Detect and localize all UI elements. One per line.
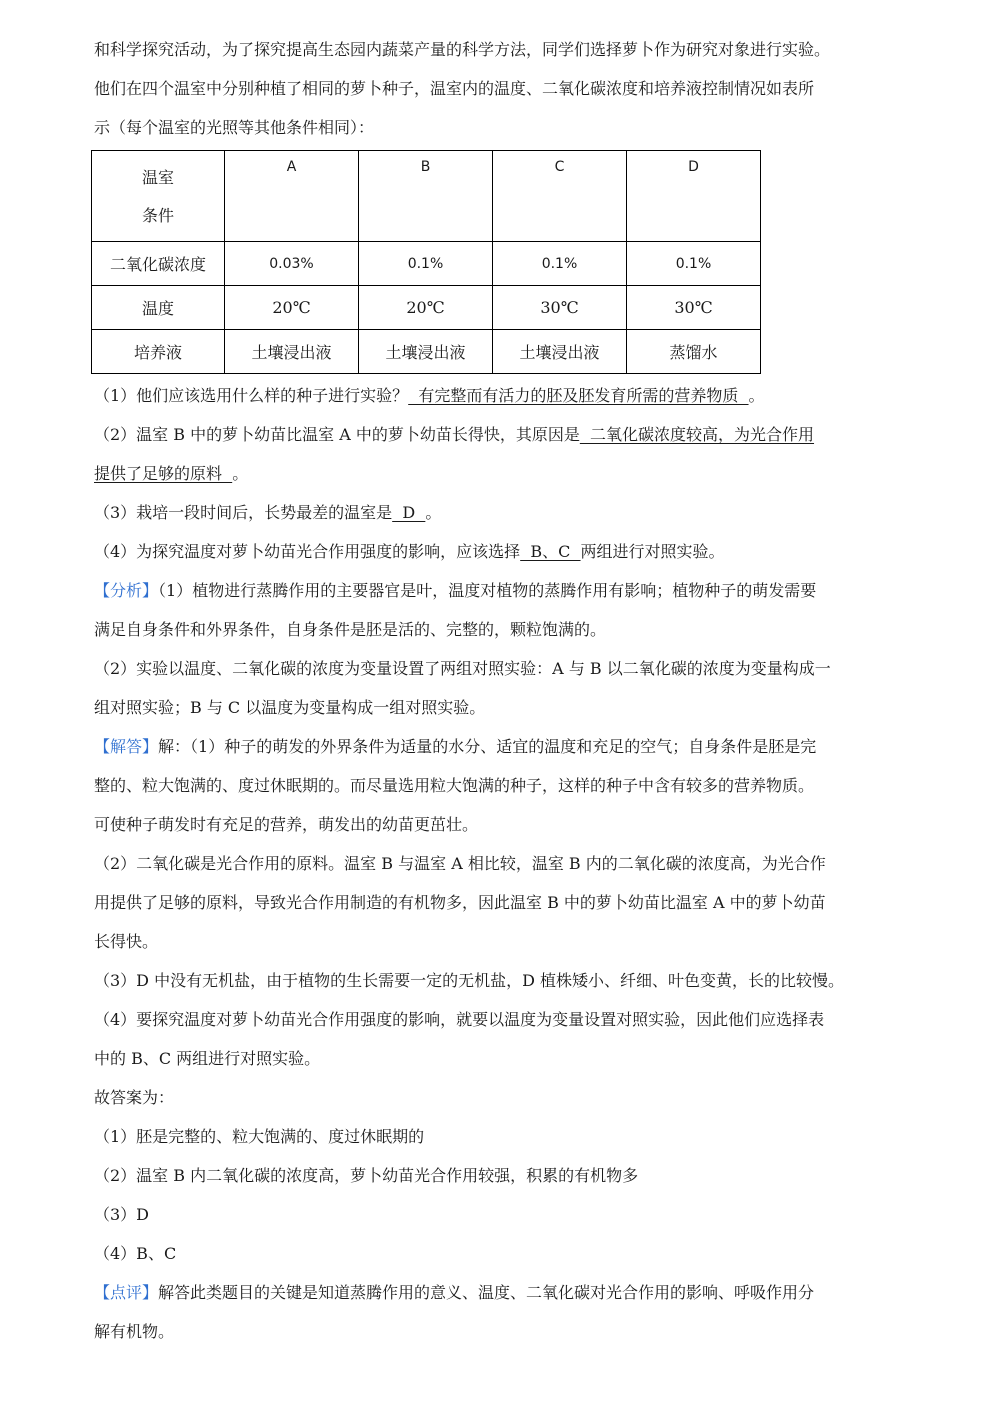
cell-temp-a: 20℃ <box>225 286 359 330</box>
q4-answer: B、C <box>520 542 581 561</box>
q1-prefix: （1）他们应该选用什么样的种子进行实验？ <box>94 386 409 405</box>
solution-text-1: 解：（1）种子的萌发的外界条件为适量的水分、适宜的温度和充足的空气；自身条件是胚是完 <box>158 737 817 756</box>
solution-line-1 <box>94 727 894 766</box>
question-3 <box>94 493 894 532</box>
q2-answer-part-1: 二氧化碳浓度较高，为光合作用 <box>579 425 815 444</box>
comment-tag: 【点评】 <box>94 1283 159 1302</box>
table-row <box>92 242 761 286</box>
answer-2: （2）温室 B 内二氧化碳的浓度高，萝卜幼苗光合作用较强，积累的有机物多 <box>94 1166 639 1185</box>
table-corner-cell <box>92 151 225 242</box>
solution-line-6: 长得快。 <box>94 932 159 951</box>
cell-co2-c: 0.1% <box>493 242 627 286</box>
analysis-line-2: 满足自身条件和外界条件，自身条件是胚是活的、完整的，颗粒饱满的。 <box>94 620 607 639</box>
cell-temp-c: 30℃ <box>493 286 627 330</box>
q3-prefix: （3）栽培一段时间后，长势最差的温室是 <box>94 503 393 522</box>
solution-line-9: 中的 B、C 两组进行对照实验。 <box>94 1049 321 1068</box>
table-row <box>92 286 761 330</box>
analysis-line-1 <box>94 571 894 610</box>
q3-answer: D <box>392 503 426 522</box>
comment-line-2: 解有机物。 <box>94 1322 175 1341</box>
q4-prefix: （4）为探究温度对萝卜幼苗光合作用强度的影响，应该选择 <box>94 542 521 561</box>
cell-nutrient-b: 土壤浸出液 <box>359 330 493 374</box>
greenhouse-conditions-table <box>91 150 761 374</box>
solution-line-3: 可使种子萌发时有充足的营养，萌发出的幼苗更茁壮。 <box>94 815 479 834</box>
corner-label-condition: 条件 <box>141 206 174 225</box>
intro-line-3: 示（每个温室的光照等其他条件相同）： <box>94 118 375 137</box>
row-label-co2: 二氧化碳浓度 <box>92 242 225 286</box>
analysis-line-3: （2）实验以温度、二氧化碳的浓度为变量设置了两组对照实验：A 与 B 以二氧化碳的浓度为变量构成一 <box>94 659 831 678</box>
q3-suffix: 。 <box>425 503 442 522</box>
document-page <box>94 30 894 1351</box>
column-header-a: A <box>225 151 359 242</box>
q2-suffix: 。 <box>232 464 249 483</box>
answer-3: （3）D <box>94 1205 150 1224</box>
question-2 <box>94 415 894 454</box>
row-label-temperature: 温度 <box>92 286 225 330</box>
question-2-cont <box>94 454 894 493</box>
cell-co2-a: 0.03% <box>225 242 359 286</box>
cell-nutrient-c: 土壤浸出液 <box>493 330 627 374</box>
column-header-d: D <box>627 151 761 242</box>
analysis-text-1: （1）植物进行蒸腾作用的主要器官是叶，温度对植物的蒸腾作用有影响；植物种子的萌发需要 <box>158 581 817 600</box>
solution-tag: 【解答】 <box>94 737 159 756</box>
cell-co2-d: 0.1% <box>627 242 761 286</box>
solution-line-5: 用提供了足够的原料，导致光合作用制造的有机物多，因此温室 B 中的萝卜幼苗比温室 A 中的萝卜幼苗 <box>94 893 826 912</box>
comment-text-1: 解答此类题目的关键是知道蒸腾作用的意义、温度、二氧化碳对光合作用的影响、呼吸作用分 <box>158 1283 815 1302</box>
q1-answer: 有完整而有活力的胚及胚发育所需的营养物质 <box>408 386 749 405</box>
column-header-b: B <box>359 151 493 242</box>
answer-4: （4）B、C <box>94 1244 177 1263</box>
q4-suffix: 两组进行对照实验。 <box>580 542 725 561</box>
answer-heading: 故答案为： <box>94 1088 175 1107</box>
comment-line-1 <box>94 1273 894 1312</box>
solution-line-8: （4）要探究温度对萝卜幼苗光合作用强度的影响，就要以温度为变量设置对照实验，因此他们应选择表 <box>94 1010 825 1029</box>
row-label-nutrient: 培养液 <box>92 330 225 374</box>
question-4 <box>94 532 894 571</box>
table-row <box>92 330 761 374</box>
question-1 <box>94 376 894 415</box>
cell-nutrient-d: 蒸馏水 <box>627 330 761 374</box>
cell-nutrient-a: 土壤浸出液 <box>225 330 359 374</box>
solution-line-4: （2）二氧化碳是光合作用的原料。温室 B 与温室 A 相比较，温室 B 内的二氧化碳的浓度高，为光合作 <box>94 854 826 873</box>
cell-co2-b: 0.1% <box>359 242 493 286</box>
corner-label-greenhouse: 温室 <box>141 168 174 187</box>
solution-line-2: 整的、粒大饱满的、度过休眠期的。而尽量选用粒大饱满的种子，这样的种子中含有较多的营养物质。 <box>94 776 815 795</box>
solution-line-7: （3）D 中没有无机盐，由于植物的生长需要一定的无机盐，D 植株矮小、纤细、叶色变黄，长的比较慢。 <box>94 971 845 990</box>
analysis-line-4: 组对照实验；B 与 C 以温度为变量构成一组对照实验。 <box>94 698 486 717</box>
intro-line-1: 和科学探究活动，为了探究提高生态园内蔬菜产量的科学方法，同学们选择萝卜作为研究对象进行实验。 <box>94 40 831 59</box>
cell-temp-d: 30℃ <box>627 286 761 330</box>
q2-prefix: （2）温室 B 中的萝卜幼苗比温室 A 中的萝卜幼苗长得快，其原因是 <box>94 425 580 444</box>
column-header-c: C <box>493 151 627 242</box>
intro-line-2: 他们在四个温室中分别种植了相同的萝卜种子，温室内的温度、二氧化碳浓度和培养液控制情况如表所 <box>94 79 815 98</box>
answer-1: （1）胚是完整的、粒大饱满的、度过休眠期的 <box>94 1127 425 1146</box>
cell-temp-b: 20℃ <box>359 286 493 330</box>
q1-suffix: 。 <box>748 386 765 405</box>
q2-answer-part-2: 提供了足够的原料 <box>94 464 233 483</box>
analysis-tag: 【分析】 <box>94 581 159 600</box>
table-header-row <box>92 151 761 242</box>
